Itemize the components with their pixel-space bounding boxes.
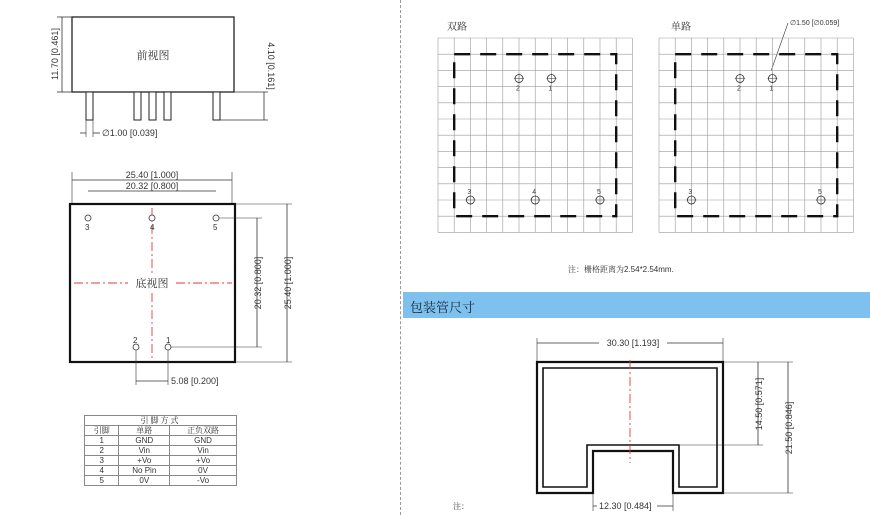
- pin-pitch-dim: 5.08 [0.200]: [171, 376, 219, 386]
- pin-table-header: 正负双路: [170, 426, 237, 436]
- pin-table-header: 引脚: [85, 426, 119, 436]
- table-cell: +Vo: [119, 456, 170, 466]
- table-cell: No Pin: [119, 466, 170, 476]
- hole-dim: ∅1.50 [∅0.059]: [790, 20, 840, 27]
- package-width-dim: 30.30 [1.193]: [606, 338, 660, 348]
- package-note: 注：: [453, 502, 469, 511]
- table-cell: GND: [170, 436, 237, 446]
- pin-table-header: 单路: [119, 426, 170, 436]
- pad-label: 1: [769, 85, 774, 93]
- package-inner-height-dim: 14.50 [0.571]: [754, 377, 764, 431]
- pad-label: 3: [688, 189, 693, 196]
- pad-label: 4: [532, 189, 537, 196]
- pcb-layout-drawing: [403, 0, 870, 290]
- table-row: [85, 456, 237, 466]
- table-row: [85, 436, 237, 446]
- bottom-vert-pin-dim: 20.32 [0.800]: [253, 256, 263, 310]
- front-view-pins: [86, 92, 220, 120]
- table-cell: Vin: [170, 446, 237, 456]
- pad-label: 2: [737, 85, 741, 93]
- table-cell: +Vo: [170, 456, 237, 466]
- section-title: 包装管尺寸: [410, 300, 476, 315]
- bottom-pin-5-label: 5: [213, 223, 218, 232]
- grid-note: 注：栅格距离为2.54*2.54mm.: [568, 265, 674, 274]
- pad-label: 2: [516, 85, 520, 93]
- front-view-label: 前视图: [136, 50, 170, 62]
- table-row: [85, 446, 237, 456]
- pin-table-caption: 引脚方式: [85, 416, 237, 426]
- dual-layout-label: 双路: [447, 22, 467, 33]
- bottom-pin-1-label: 1: [166, 336, 171, 345]
- pad-label: 3: [467, 189, 472, 196]
- bottom-view-label: 底视图: [135, 278, 169, 290]
- bottom-pin-4-label: 4: [150, 223, 155, 232]
- table-cell: 2: [85, 446, 119, 456]
- table-cell: 1: [85, 436, 119, 446]
- pin-function-table: [84, 415, 237, 486]
- dual-layout-grid: [438, 38, 632, 232]
- table-cell: 5: [85, 476, 119, 486]
- bottom-pin-2-label: 2: [133, 336, 138, 345]
- bottom-pin-3-label: 3: [85, 223, 90, 232]
- single-layout-label: 单路: [671, 22, 691, 33]
- pin-length-dim: 4.10 [0.161]: [266, 42, 276, 90]
- section-header-package: [403, 292, 870, 318]
- package-slot-dim: 12.30 [0.484]: [599, 501, 652, 511]
- page-divider: [400, 0, 401, 515]
- pin-dia-dim: ∅1.00 [0.039]: [102, 128, 158, 138]
- table-cell: -Vo: [170, 476, 237, 486]
- table-cell: GND: [119, 436, 170, 446]
- pad-label: 5: [597, 189, 601, 196]
- package-height-dim: 21.50 [0.846]: [784, 401, 794, 455]
- pad-label: 1: [548, 85, 553, 93]
- package-tube-drawing: [403, 318, 870, 515]
- table-cell: 4: [85, 466, 119, 476]
- pad-label: 5: [818, 189, 822, 196]
- table-row: [85, 466, 237, 476]
- bottom-pin-span-dim: 20.32 [0.800]: [125, 181, 179, 191]
- table-cell: 0V: [119, 476, 170, 486]
- table-cell: Vin: [119, 446, 170, 456]
- table-row: [85, 476, 237, 486]
- bottom-width-dim: 25.40 [1.000]: [125, 170, 179, 180]
- front-height-dim: 11.70 [0.461]: [50, 28, 60, 80]
- table-cell: 0V: [170, 466, 237, 476]
- bottom-height-dim: 25.40 [1.000]: [283, 256, 293, 310]
- single-layout-grid: [659, 38, 853, 232]
- table-cell: 3: [85, 456, 119, 466]
